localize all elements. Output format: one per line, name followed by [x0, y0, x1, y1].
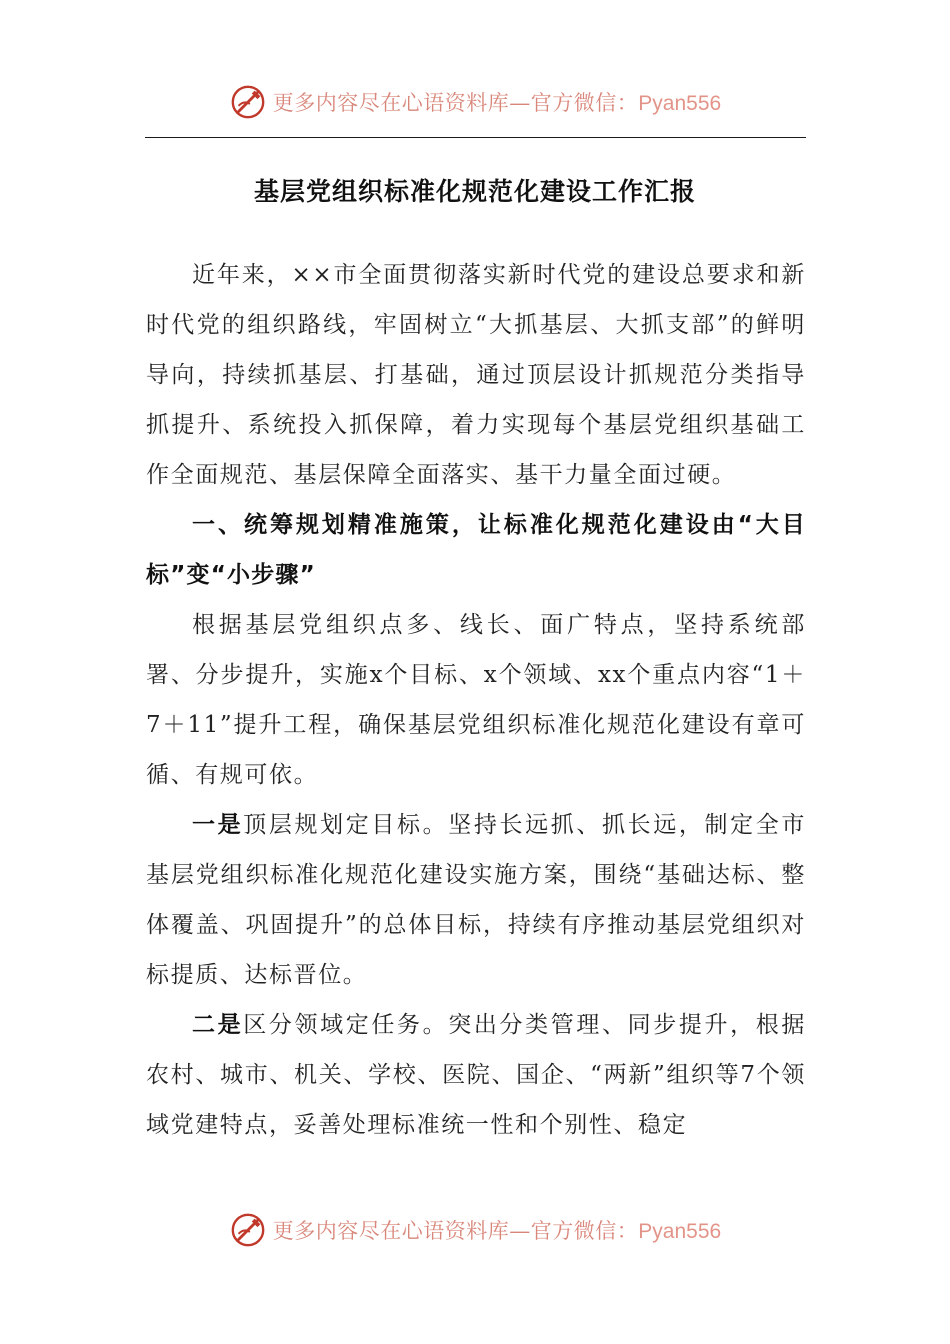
- document-body: [146, 250, 806, 1150]
- paragraph-lead: 一是: [192, 812, 244, 838]
- document-title: 基层党组织标准化规范化建设工作汇报: [253, 177, 696, 206]
- paragraph: 一是顶层规划定目标。坚持长远抓、抓长远，制定全市基层党组织标准化规范化建设实施方案，围绕“基础达标、整体覆盖、巩固提升”的总体目标，持续有序推动基层党组织对标提质、达标晋位。: [146, 812, 807, 988]
- paragraph-lead: 二是: [192, 1012, 244, 1038]
- wechat-id: Pyan556: [638, 92, 722, 115]
- paragraph: 二是区分领域定任务。突出分类管理、同步提升，根据农村、城市、机关、学校、医院、国企、“两新”组织等7个领域党建特点，妥善处理标准统一性和个别性、稳定: [146, 1012, 807, 1138]
- banner-text: 更多内容尽在心语资料库—官方微信：Pyan556: [272, 1219, 722, 1243]
- wechat-id: Pyan556: [638, 1220, 722, 1243]
- banner-text: 更多内容尽在心语资料库—官方微信：Pyan556: [272, 91, 722, 115]
- section-heading: 一、统筹规划精准施策，让标准化规范化建设由“大目标”变“小步骤”: [146, 512, 806, 588]
- footer-banner: [0, 1208, 950, 1252]
- paragraph-intro: 近年来，××市全面贯彻落实新时代党的建设总要求和新时代党的组织路线，牢固树立“大抓基层、大抓支部”的鲜明导向，持续抓基层、打基础，通过顶层设计抓规范分类指导抓提升、系统投入抓保障，着力实现每个基层党组织基础工作全面规范、基层保障全面落实、基干力量全面过硬。: [146, 262, 806, 488]
- header-banner: [0, 80, 950, 124]
- paragraph: 根据基层党组织点多、线长、面广特点，坚持系统部署、分步提升，实施x个目标、x个领域、xx个重点内容“1＋7＋11”提升工程，确保基层党组织标准化规范化建设有章可循、有规可依。: [146, 612, 806, 788]
- pen-circle-logo-icon: [229, 1211, 267, 1249]
- header-divider: [145, 137, 806, 138]
- pen-circle-logo-icon: [229, 83, 267, 121]
